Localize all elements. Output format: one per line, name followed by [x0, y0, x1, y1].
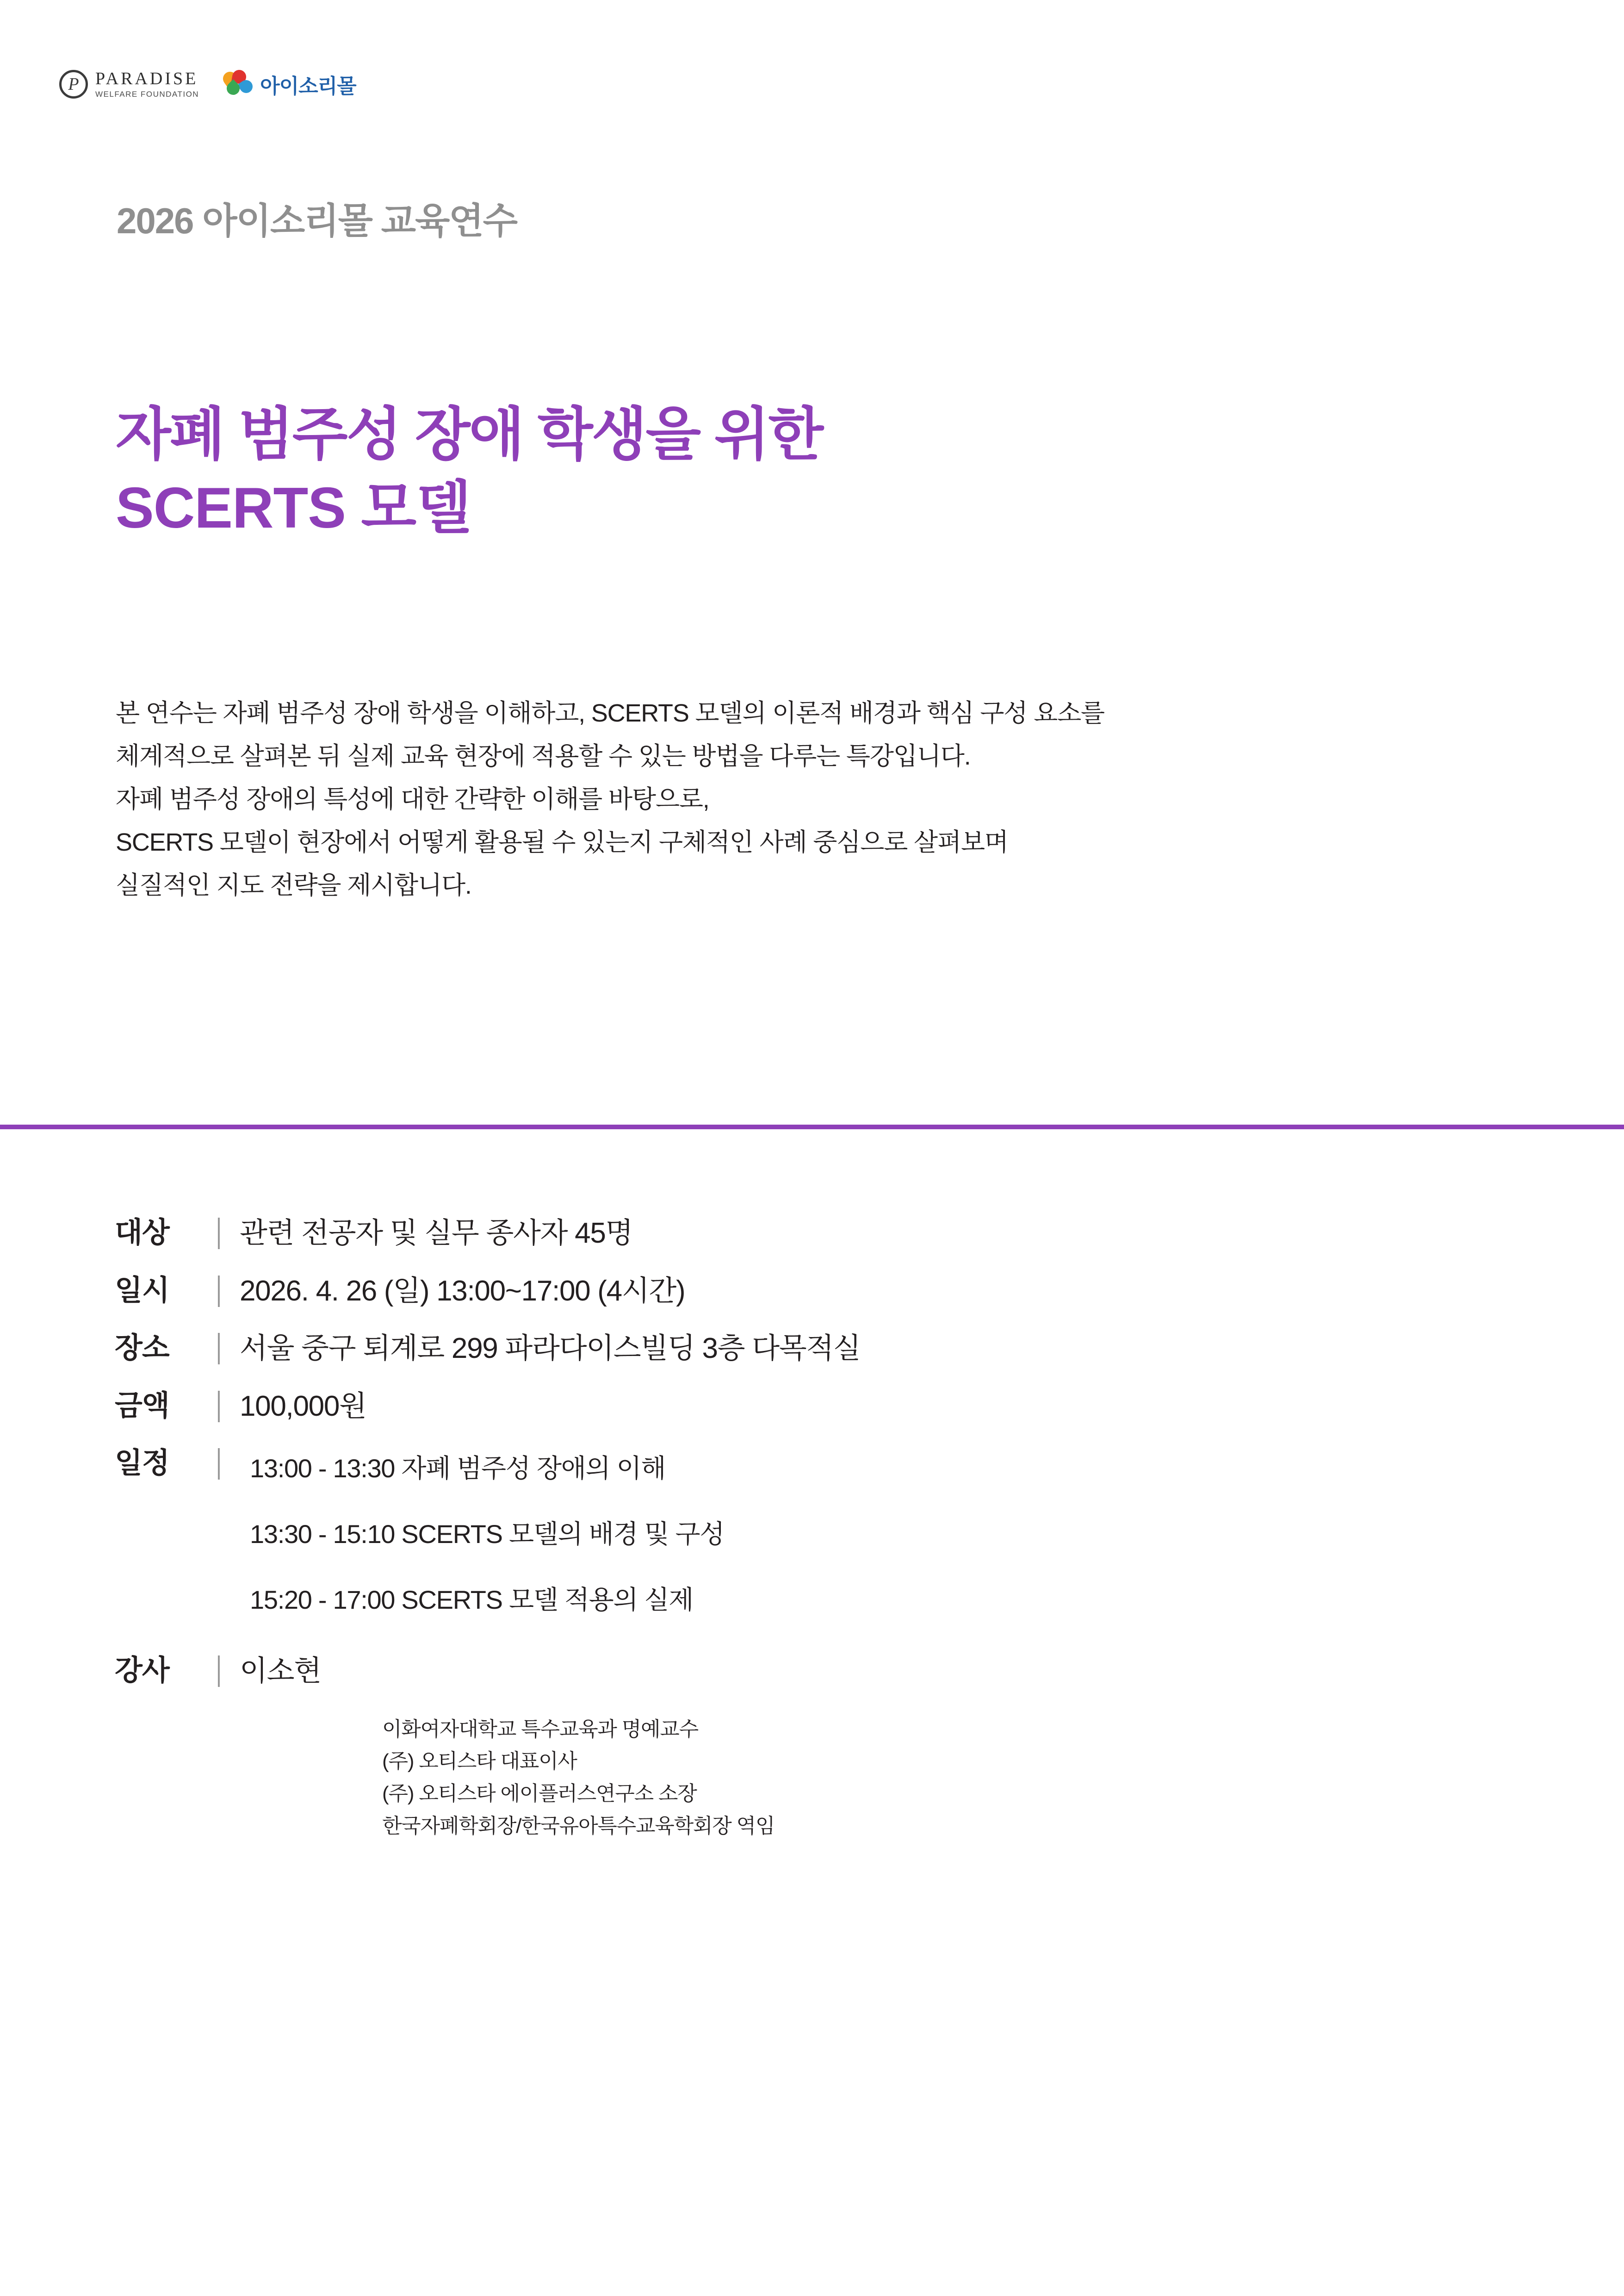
detail-separator: │ — [212, 1218, 228, 1247]
description-line: 자폐 범주성 장애의 특성에 대한 간략한 이해를 바탕으로, — [116, 785, 709, 813]
detail-value: 2026. 4. 26 (일) 13:00~17:00 (4시간) — [240, 1275, 685, 1307]
schedule-list — [240, 1445, 724, 1617]
instructor-credentials — [382, 1713, 1531, 1842]
description-line: 체계적으로 살펴본 뒤 실제 교육 현장에 적용할 수 있는 방법을 다루는 특강입니다. — [116, 742, 971, 770]
paradise-logo-text — [95, 70, 199, 99]
detail-separator: │ — [212, 1655, 228, 1685]
description-line: SCERTS 모델이 현장에서 어떻게 활용될 수 있는지 구체적인 사례 중심으로 살펴보며 — [116, 828, 1008, 856]
credential-line: 한국자폐학회장/한국유아특수교육학회장 역임 — [382, 1814, 775, 1837]
detail-label: 강사 — [115, 1655, 169, 1687]
schedule-item: 13:30 - 15:10 SCERTS 모델의 배경 및 구성 — [250, 1519, 725, 1549]
detail-label: 금액 — [115, 1389, 169, 1422]
credential-line: (주) 오티스타 대표이사 — [382, 1750, 577, 1773]
detail-row-datetime — [115, 1273, 1531, 1310]
detail-row-location — [115, 1330, 1531, 1368]
detail-separator: │ — [212, 1333, 228, 1363]
detail-separator: │ — [212, 1275, 228, 1305]
detail-separator: │ — [212, 1390, 228, 1420]
detail-separator: │ — [212, 1448, 228, 1478]
detail-row-schedule — [115, 1445, 1531, 1617]
detail-row-target — [115, 1215, 1531, 1252]
detail-label: 일정 — [115, 1447, 169, 1480]
paradise-logo — [59, 70, 199, 99]
paradise-logo-name: PARADISE — [95, 68, 198, 88]
detail-row-instructor — [115, 1653, 1531, 1690]
detail-value: 100,000원 — [240, 1390, 366, 1422]
description-line: 본 연수는 자폐 범주성 장애 학생을 이해하고, SCERTS 모델의 이론적 배경과 핵심 구성 요소를 — [116, 699, 1104, 727]
schedule-item: 13:00 - 13:30 자폐 범주성 장애의 이해 — [250, 1454, 666, 1483]
credential-line: (주) 오티스타 에이플러스연구소 소장 — [382, 1782, 697, 1805]
detail-value: 관련 전공자 및 실무 종사자 45명 — [240, 1217, 633, 1249]
detail-value: 서울 중구 퇴계로 299 파라다이스빌딩 3층 다목적실 — [240, 1332, 861, 1365]
paradise-circle-p-icon: P — [59, 70, 88, 99]
description-line: 실질적인 지도 전략을 제시합니다. — [116, 871, 471, 899]
page-title-line2: SCERTS 모델 — [116, 476, 471, 540]
detail-label: 대상 — [115, 1217, 169, 1249]
detail-label: 일시 — [115, 1274, 169, 1307]
program-description — [116, 692, 1531, 907]
section-divider — [0, 1125, 1624, 1129]
paradise-logo-subtitle: WELFARE FOUNDATION — [95, 89, 199, 99]
instructor-name: 이소현 — [240, 1655, 321, 1687]
detail-row-price — [115, 1388, 1531, 1425]
schedule-item: 15:20 - 17:00 SCERTS 모델 적용의 실제 — [250, 1585, 694, 1615]
detail-label: 장소 — [115, 1332, 169, 1364]
page-title-line1: 자폐 범주성 장애 학생을 위한 — [116, 403, 823, 467]
isorimall-petal-icon — [223, 70, 254, 99]
page-title — [116, 398, 822, 545]
program-details — [115, 1215, 1531, 1842]
program-kicker: 2026 아이소리몰 교육연수 — [117, 200, 517, 241]
isorimall-logo-name: 아이소리몰 — [260, 75, 356, 98]
credential-line: 이화여자대학교 특수교육과 명예교수 — [382, 1717, 698, 1741]
isorimall-logo — [223, 69, 356, 99]
logo-bar — [59, 69, 356, 99]
